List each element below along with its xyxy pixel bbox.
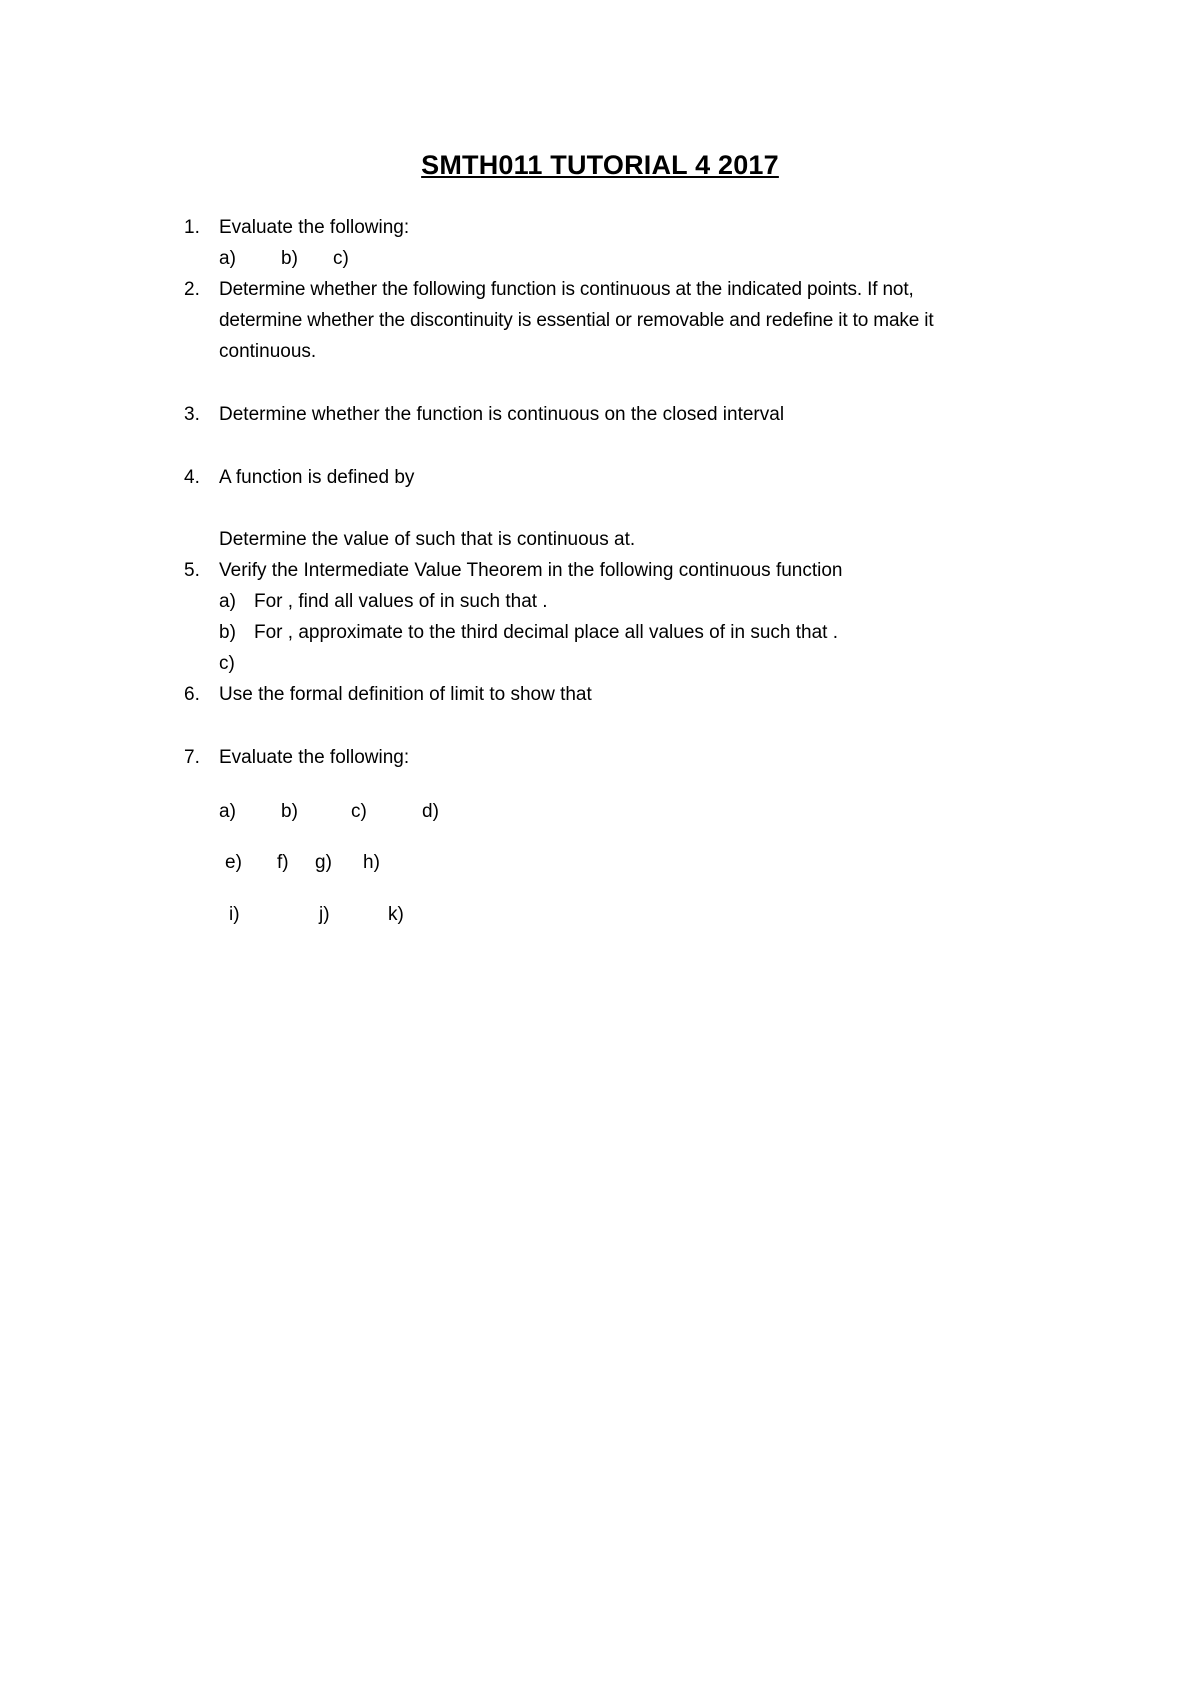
q5-part-a-text: For , find all values of in such that . [254, 591, 548, 612]
q7-number: 7. [184, 747, 200, 768]
document-title: SMTH011 TUTORIAL 4 2017 [421, 150, 779, 180]
q7-part-i: i) [229, 904, 240, 925]
q2-line-1: Determine whether the following function is continuous at the indicated points. If not, [219, 279, 914, 300]
q1-part-a: a) [219, 248, 236, 269]
q7-text: Evaluate the following: [219, 747, 410, 768]
q5-part-b-label: b) [219, 622, 236, 643]
q4-followup: Determine the value of such that is continuous at. [219, 529, 636, 550]
q7-part-b: b) [281, 801, 298, 822]
q1-part-b: b) [281, 248, 298, 269]
q5-number: 5. [184, 560, 200, 581]
q5-part-c-label: c) [219, 653, 235, 674]
q2-line-3: continuous. [219, 341, 317, 362]
q7-part-k: k) [388, 904, 404, 925]
q7-part-g: g) [315, 852, 332, 873]
q2-number: 2. [184, 279, 200, 300]
q1-text: Evaluate the following: [219, 217, 410, 238]
q4-text: A function is defined by [219, 467, 415, 488]
q5-text: Verify the Intermediate Value Theorem in the following continuous function [219, 560, 843, 581]
q7-part-j: j) [319, 904, 330, 925]
q6-number: 6. [184, 684, 200, 705]
q1-part-c: c) [333, 248, 349, 269]
q4-number: 4. [184, 467, 200, 488]
q7-part-c: c) [351, 801, 367, 822]
q7-part-d: d) [422, 801, 439, 822]
q3-number: 3. [184, 404, 200, 425]
q6-text: Use the formal definition of limit to show that [219, 684, 592, 705]
q7-part-h: h) [363, 852, 380, 873]
q1-number: 1. [184, 217, 200, 238]
q7-part-a: a) [219, 801, 236, 822]
q7-part-e: e) [225, 852, 242, 873]
q3-text: Determine whether the function is continuous on the closed interval [219, 404, 785, 425]
q2-line-2: determine whether the discontinuity is essential or removable and redefine it to make it [219, 310, 934, 331]
q5-part-b-text: For , approximate to the third decimal place all values of in such that . [254, 622, 839, 643]
q5-part-a-label: a) [219, 591, 236, 612]
q7-part-f: f) [277, 852, 289, 873]
